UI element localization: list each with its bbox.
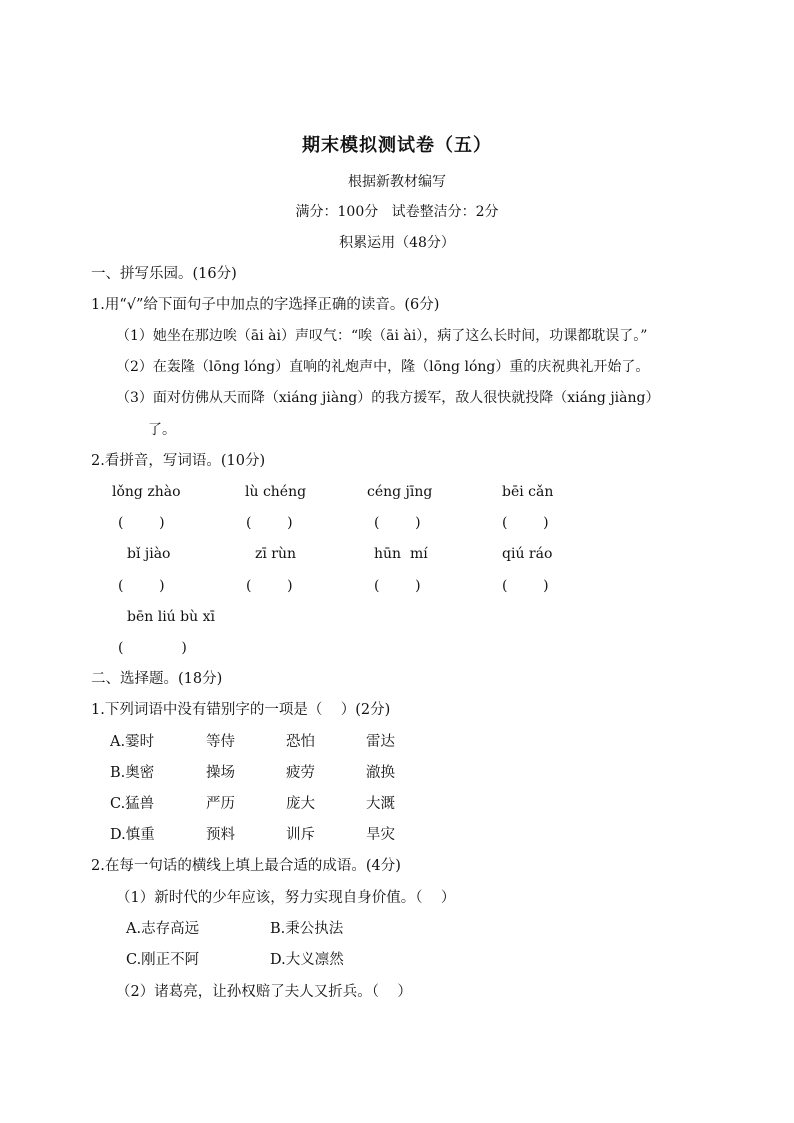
answer-blank[interactable]: ( ) [502,515,549,531]
option-word: 雷达 [366,734,395,750]
option-word: 澈换 [366,765,395,781]
choice-b: B.秉公执法 [270,921,344,937]
choice-d: D.大义凛然 [270,952,344,968]
pinyin-3: céng jīng [367,484,433,500]
page-title: 期末模拟测试卷（五） [302,135,492,156]
pinyin-5: bǐ jiào [127,546,171,562]
choice-c: C.刚正不阿 [126,952,200,968]
pinyin-2: lù chéng [245,484,307,500]
answer-blank[interactable]: ( ) [118,640,187,656]
answer-blank[interactable]: ( ) [246,578,293,594]
option-word: 训斥 [286,827,315,843]
answer-blank[interactable]: ( ) [246,515,293,531]
q1-item-2: （2）在轰隆（lōng lóng）直响的礼炮声中，隆（lōng lóng）重的庆祝典礼开始了。 [116,359,650,375]
pinyin-6: zī rùn [255,546,297,562]
option-word: 恐怕 [286,734,315,750]
score-line: 满分：100分 试卷整洁分：2分 [295,204,499,220]
p2-q2-sub2: （2）诸葛亮，让孙权赔了夫人又折兵。（ ） [116,984,412,1000]
answer-blank[interactable]: ( ) [374,515,421,531]
option-word: 严历 [206,796,235,812]
choice-a: A.志存高远 [126,921,200,937]
option-b: B.奥密 [110,765,155,781]
option-c: C.猛兽 [110,796,155,812]
pinyin-8: qiú ráo [502,546,553,562]
option-word: 庞大 [286,796,315,812]
pinyin-1: lǒng zhào [112,484,181,500]
option-word: 预料 [206,827,235,843]
option-word: 操场 [206,765,235,781]
page-subtitle: 根据新教材编写 [348,174,446,190]
part1-heading: 一、拼写乐园。(16分) [91,266,237,282]
answer-blank[interactable]: ( ) [502,578,549,594]
option-word: 大溉 [366,796,395,812]
q2-stem: 2.看拼音，写词语。(10分) [91,453,266,469]
q1-item-3: （3）面对仿佛从天而降（xiáng jiàng）的我方援军，敌人很快就投降（xiáng jiàng） [116,390,660,406]
pinyin-4: bēi cǎn [502,484,554,500]
part2-heading: 二、选择题。(18分) [91,671,223,687]
answer-blank[interactable]: ( ) [118,578,165,594]
p2-q2-stem: 2.在每一句话的横线上填上最合适的成语。(4分) [91,858,401,874]
option-word: 旱灾 [366,827,395,843]
q1-stem: 1.用“√”给下面句子中加点的字选择正确的读音。(6分) [91,297,440,313]
option-word: 疲劳 [286,765,315,781]
option-a: A.霎时 [110,734,155,750]
p2-q1-stem: 1.下列词语中没有错别字的一项是（ ）(2分) [91,702,391,718]
pinyin-7: hūn mí [374,546,428,562]
p2-q2-sub1: （1）新时代的少年应该，努力实现自身价值。（ ） [116,890,456,906]
q1-item-3-cont: 了。 [148,422,176,438]
section-title: 积累运用（48分） [339,235,455,251]
option-d: D.慎重 [110,827,155,843]
answer-blank[interactable]: ( ) [374,578,421,594]
option-word: 等侍 [206,734,235,750]
answer-blank[interactable]: ( ) [118,515,165,531]
pinyin-9: bēn liú bù xī [127,609,215,625]
q1-item-1: （1）她坐在那边唉（āi ài）声叹气：“唉（āi ài），病了这么长时间，功课都耽误了。” [116,328,648,344]
